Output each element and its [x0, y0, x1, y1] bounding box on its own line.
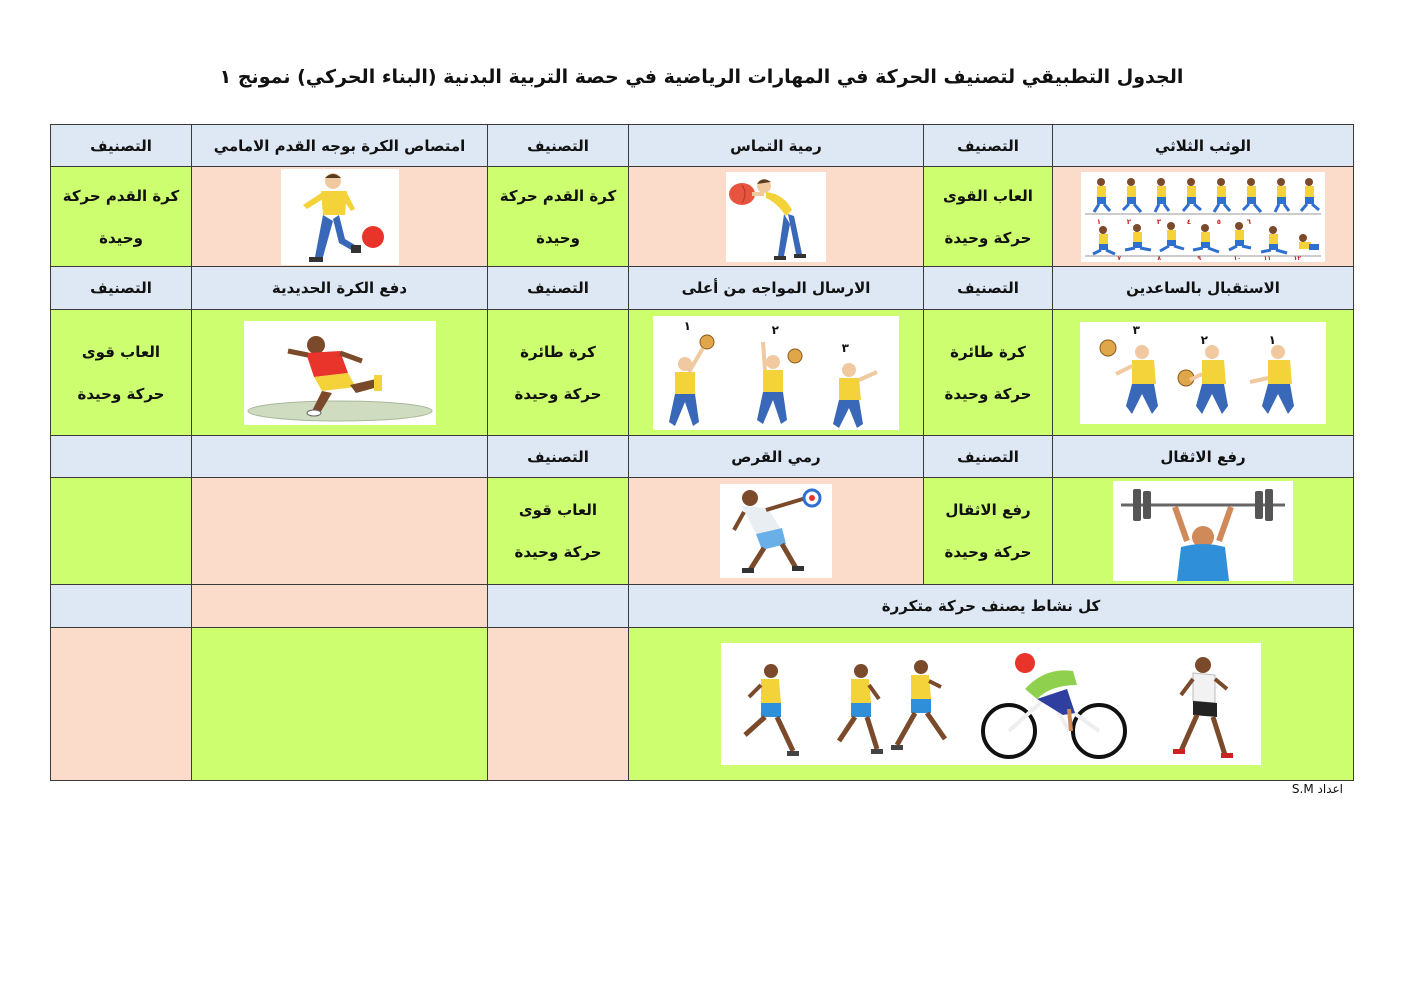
step-number: ٨ — [1157, 254, 1161, 262]
classification-header: التصنيف — [488, 267, 629, 310]
image-cell — [1053, 478, 1354, 585]
step-number: ٣ — [841, 340, 849, 355]
classification-cell — [488, 167, 629, 267]
walking-cycling-running-image — [721, 643, 1261, 765]
step-number: ١٢ — [1293, 254, 1301, 262]
empty-cell — [51, 628, 192, 781]
image-cell — [192, 167, 488, 267]
skill-throw-in: رمية التماس — [629, 125, 924, 167]
empty-cell — [192, 436, 488, 478]
page-title: الجدول التطبيقي لتصنيف الحركة في المهارات الرياضية في حصة التربية البدنية (البناء الحركي) نمونج ١ — [219, 66, 1184, 88]
classification-cell — [51, 310, 192, 436]
classification-cell — [924, 167, 1053, 267]
skill-triple-jump: الوثب الثلاثي — [1053, 125, 1354, 167]
classification-header: التصنيف — [51, 267, 192, 310]
classification-header: التصنيف — [488, 125, 629, 167]
classification-cell — [51, 167, 192, 267]
classification-line: رفع الاثقال — [945, 501, 1031, 519]
ball-control-foot-image — [281, 169, 399, 265]
classification-cell — [924, 478, 1053, 585]
skill-shot-put: دفع الكرة الحديدية — [192, 267, 488, 310]
step-number: ١١ — [1263, 254, 1271, 262]
overhead-serve-sequence-image — [653, 316, 899, 430]
skill-overhead-serve: الارسال المواجه من أعلى — [629, 267, 924, 310]
image-cell — [1053, 310, 1354, 436]
shot-put-athlete-image — [244, 321, 436, 425]
classification-header: التصنيف — [924, 125, 1053, 167]
classification-header: التصنيف — [51, 125, 192, 167]
classification-line: حركة وحيدة — [514, 384, 602, 403]
step-number: ١ — [1096, 217, 1101, 226]
image-cell — [192, 310, 488, 436]
skill-forearm-pass: الاستقبال بالساعدين — [1053, 267, 1354, 310]
step-number: ٣ — [1156, 217, 1161, 226]
empty-cell — [192, 585, 488, 628]
classification-line: حركة وحيدة — [77, 384, 165, 403]
step-number: ٥ — [1216, 217, 1221, 226]
forearm-pass-sequence-image — [1080, 322, 1326, 424]
empty-cell — [51, 585, 192, 628]
classification-line: حركة وحيدة — [944, 228, 1032, 247]
step-number: ٢ — [1200, 332, 1208, 347]
classification-line: العاب قوى — [518, 501, 598, 519]
empty-cell — [51, 436, 192, 478]
step-number: ٦ — [1246, 217, 1251, 226]
classification-line: وحيدة — [99, 228, 143, 247]
repeated-movement-label: كل نشاط يصنف حركة متكررة — [629, 585, 1354, 628]
step-number: ٧ — [1117, 254, 1121, 262]
image-cell — [1053, 167, 1354, 267]
classification-line: كرة القدم حركة — [499, 186, 617, 205]
skill-weightlifting: رفع الاثقال — [1053, 436, 1354, 478]
empty-cell — [488, 585, 629, 628]
step-number: ٢ — [771, 322, 779, 337]
empty-cell — [192, 628, 488, 781]
image-cell — [629, 478, 924, 585]
step-number: ٣ — [1132, 322, 1140, 337]
classification-line: وحيدة — [536, 228, 580, 247]
step-number: ١٠ — [1233, 254, 1241, 262]
classification-line: حركة وحيدة — [514, 543, 602, 561]
classification-header: التصنيف — [924, 267, 1053, 310]
classification-line: كرة طائرة — [950, 342, 1026, 361]
classification-line: العاب القوى — [943, 186, 1033, 205]
step-number: ١ — [1268, 332, 1276, 347]
skill-ball-control: امتصاص الكرة بوجه القدم الامامي — [192, 125, 488, 167]
image-cell — [629, 167, 924, 267]
classification-cell — [488, 310, 629, 436]
classification-line: كرة طائرة — [520, 342, 596, 361]
image-cell — [629, 310, 924, 436]
classification-line: حركة وحيدة — [944, 543, 1032, 561]
empty-cell — [192, 478, 488, 585]
classification-line: حركة وحيدة — [944, 384, 1032, 403]
classification-cell — [488, 478, 629, 585]
weightlifter-image — [1113, 481, 1293, 581]
classification-header: التصنيف — [924, 436, 1053, 478]
author-credit: اعداد S.M — [1291, 782, 1343, 796]
classification-line: كرة القدم حركة — [62, 186, 180, 205]
classification-header: التصنيف — [488, 436, 629, 478]
classification-table — [50, 124, 1354, 781]
image-cell — [629, 628, 1354, 781]
step-number: ٩ — [1197, 254, 1201, 262]
classification-line: العاب قوى — [81, 342, 161, 361]
step-number: ١ — [683, 318, 691, 333]
throw-in-player-image — [726, 172, 826, 262]
step-number: ٢ — [1126, 217, 1131, 226]
empty-cell — [488, 628, 629, 781]
empty-cell — [51, 478, 192, 585]
classification-cell — [924, 310, 1053, 436]
triple-jump-sequence-image — [1081, 172, 1325, 262]
discus-thrower-image — [720, 484, 832, 578]
skill-discus: رمي القرص — [629, 436, 924, 478]
step-number: ٤ — [1186, 217, 1191, 226]
